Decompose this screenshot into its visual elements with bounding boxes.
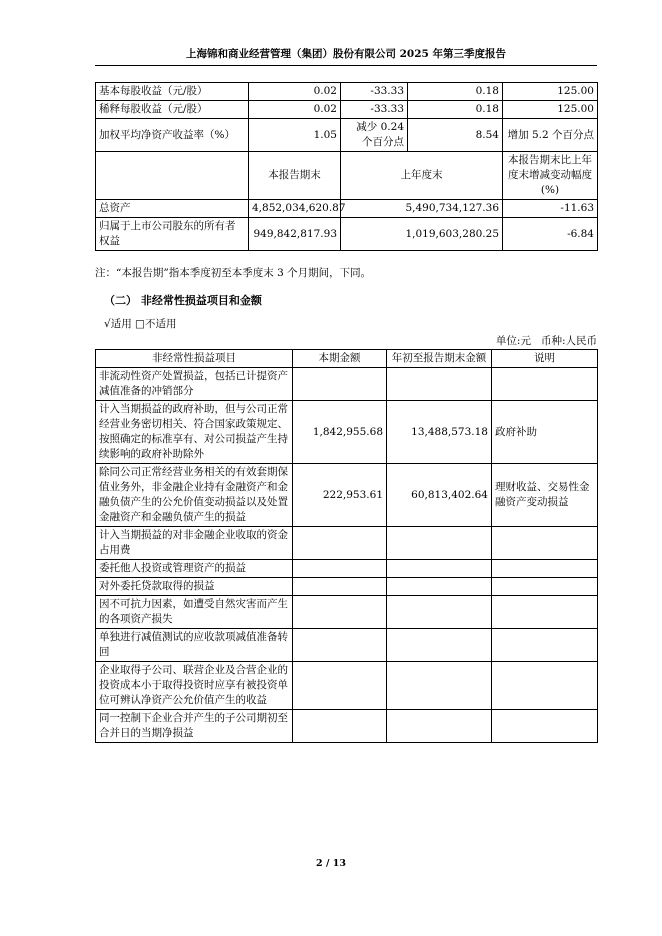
- cell-value: 增加 5.2 个百分点: [503, 119, 598, 152]
- row-label: 归属于上市公司股东的所有者权益: [96, 218, 249, 251]
- table-row: [96, 464, 598, 527]
- table-row: [96, 629, 598, 662]
- cell-value: 0.18: [408, 83, 503, 101]
- item-label: 除同公司正常经营业务相关的有效套期保值业务外，非金融企业持有金融资产和金融负债产生的公允价值变动损益以及处置金融资产和金融负债产生的损益: [96, 464, 293, 527]
- current-amount: [293, 578, 387, 596]
- cell-value: 0.18: [408, 101, 503, 119]
- currency-label: 币种:人民币: [540, 335, 597, 347]
- ytd-amount: [387, 368, 492, 401]
- table-row: [96, 83, 598, 101]
- description: 政府补助: [492, 401, 598, 464]
- table-row: [96, 578, 598, 596]
- cell-value: 125.00: [503, 83, 598, 101]
- cell-value: 减少 0.24 个百分点: [341, 119, 408, 152]
- current-amount: 222,953.61: [293, 464, 387, 527]
- current-amount: [293, 662, 387, 710]
- ytd-amount: [387, 527, 492, 560]
- current-amount: [293, 596, 387, 629]
- description: [492, 368, 598, 401]
- cell-value: 125.00: [503, 101, 598, 119]
- unit-label: 单位:元: [495, 335, 531, 347]
- current-amount: [293, 527, 387, 560]
- cell-value: -11.63: [503, 200, 598, 218]
- cell-value: 4,852,034,620.87: [249, 200, 341, 218]
- ytd-amount: 60,813,402.64: [387, 464, 492, 527]
- unit-line: [496, 333, 597, 348]
- table-row: [96, 527, 598, 560]
- ytd-amount: [387, 710, 492, 743]
- cell-value: 0.02: [249, 83, 341, 101]
- cell-value: 949,842,817.93: [249, 218, 341, 251]
- current-amount: [293, 560, 387, 578]
- applicability-checkbox: √适用 □不适用: [104, 318, 177, 330]
- description: [492, 662, 598, 710]
- page-number: 2 / 13: [316, 858, 346, 869]
- row-label: 稀释每股收益（元/股）: [96, 101, 249, 119]
- item-label: 企业取得子公司、联营企业及合营企业的投资成本小于取得投资时应享有被投资单位可辨认净资产公允价值产生的收益: [96, 662, 293, 710]
- table-row: [96, 218, 598, 251]
- cell-value: -33.33: [341, 83, 408, 101]
- table-row: [96, 710, 598, 743]
- financial-indicators-table: [95, 82, 598, 251]
- ytd-amount: [387, 596, 492, 629]
- table-subheader-row: [96, 152, 598, 200]
- ytd-amount: [387, 629, 492, 662]
- column-header: 本报告期末比上年度末增减变动幅度(%): [503, 152, 598, 200]
- item-label: 同一控制下企业合并产生的子公司期初至合并日的当期净损益: [96, 710, 293, 743]
- table-row: [96, 368, 598, 401]
- item-label: 单独进行减值测试的应收款项减值准备转回: [96, 629, 293, 662]
- description: [492, 596, 598, 629]
- cell-value: 1.05: [249, 119, 341, 152]
- ytd-amount: [387, 560, 492, 578]
- current-amount: [293, 710, 387, 743]
- description: [492, 629, 598, 662]
- description: 理财收益、交易性金融资产变动损益: [492, 464, 598, 527]
- description: [492, 578, 598, 596]
- table-row: [96, 596, 598, 629]
- row-label: 总资产: [96, 200, 249, 218]
- non-recurring-items-table: [95, 349, 598, 743]
- column-header: 说明: [492, 350, 598, 368]
- table-row: [96, 119, 598, 152]
- row-label: 加权平均净资产收益率（%）: [96, 119, 249, 152]
- ytd-amount: [387, 662, 492, 710]
- empty-cell: [96, 152, 249, 200]
- item-label: 对外委托贷款取得的损益: [96, 578, 293, 596]
- cell-value: 1,019,603,280.25: [341, 218, 503, 251]
- table-row: [96, 101, 598, 119]
- column-header: 上年度末: [341, 152, 503, 200]
- cell-value: -33.33: [341, 101, 408, 119]
- row-label: 基本每股收益（元/股）: [96, 83, 249, 101]
- table-header-row: [96, 350, 598, 368]
- page-header: 上海锦和商业经营管理（集团）股份有限公司 2025 年第三季度报告: [95, 46, 597, 66]
- column-header: 非经常性损益项目: [96, 350, 293, 368]
- column-header: 本报告期末: [249, 152, 341, 200]
- table-row: [96, 560, 598, 578]
- current-amount: [293, 629, 387, 662]
- cell-value: -6.84: [503, 218, 598, 251]
- cell-value: 5,490,734,127.36: [341, 200, 503, 218]
- description: [492, 560, 598, 578]
- table-row: [96, 401, 598, 464]
- description: [492, 527, 598, 560]
- column-header: 本期金额: [293, 350, 387, 368]
- ytd-amount: 13,488,573.18: [387, 401, 492, 464]
- description: [492, 710, 598, 743]
- ytd-amount: [387, 578, 492, 596]
- section-title: （二） 非经常性损益项目和金额: [104, 294, 262, 307]
- current-amount: [293, 368, 387, 401]
- table-row: [96, 662, 598, 710]
- current-amount: 1,842,955.68: [293, 401, 387, 464]
- cell-value: 8.54: [408, 119, 503, 152]
- item-label: 因不可抗力因素，如遭受自然灾害而产生的各项资产损失: [96, 596, 293, 629]
- column-header: 年初至报告期末金额: [387, 350, 492, 368]
- item-label: 计入当期损益的对非金融企业收取的资金占用费: [96, 527, 293, 560]
- item-label: 委托他人投资或管理资产的损益: [96, 560, 293, 578]
- item-label: 计入当期损益的政府补助，但与公司正常经营业务密切相关、符合国家政策规定、按照确定的标准享有、对公司损益产生持续影响的政府补助除外: [96, 401, 293, 464]
- item-label: 非流动性资产处置损益，包括已计提资产减值准备的冲销部分: [96, 368, 293, 401]
- cell-value: 0.02: [249, 101, 341, 119]
- table-note: 注：“本报告期”指本季度初至本季度末 3 个月期间，下同。: [95, 267, 372, 279]
- table-row: [96, 200, 598, 218]
